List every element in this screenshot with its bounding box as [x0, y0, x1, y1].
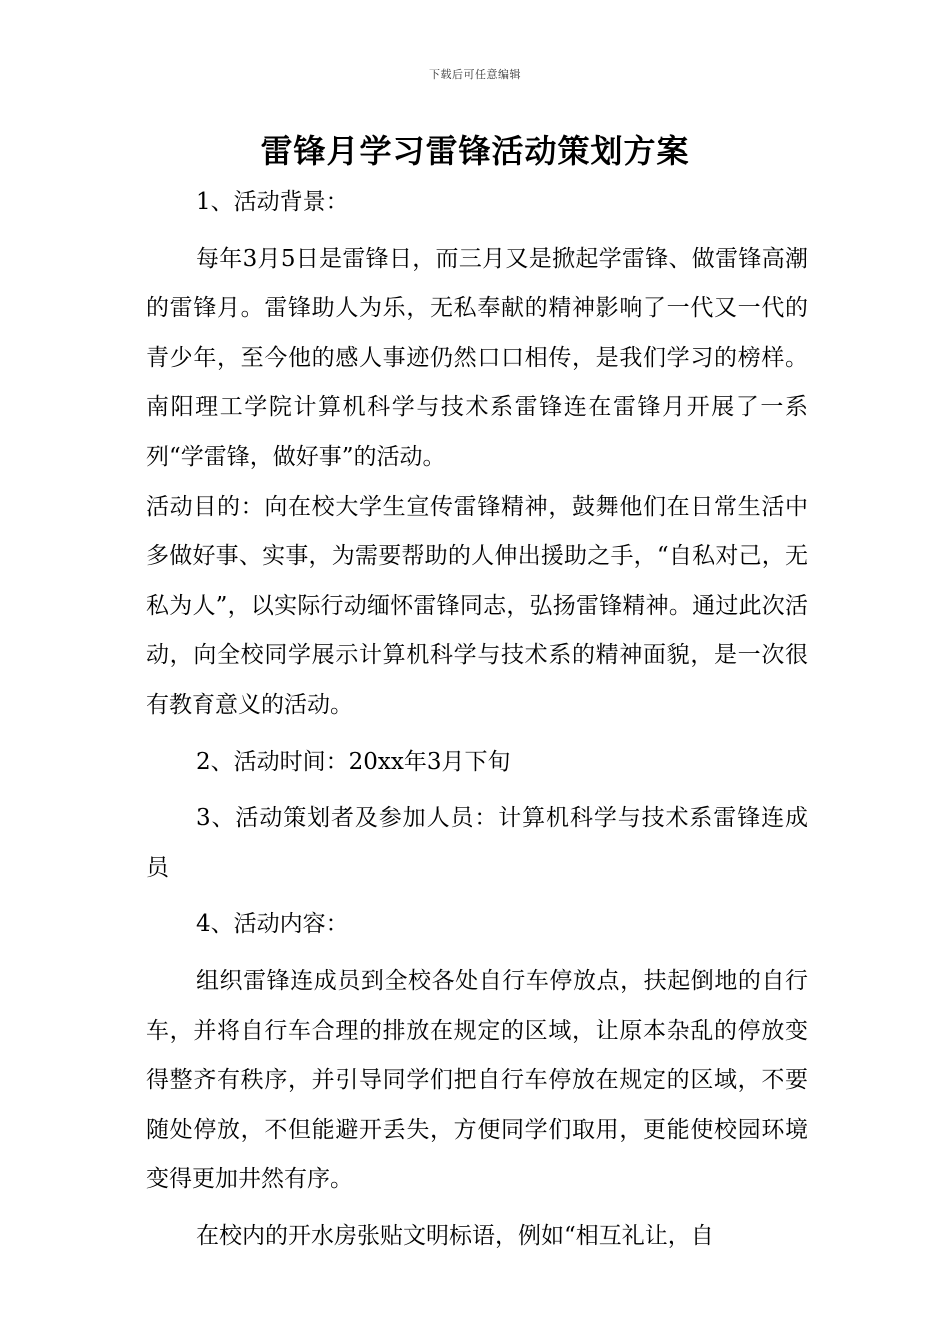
paragraph-purpose: 活动目的：向在校大学生宣传雷锋精神，鼓舞他们在日常生活中多做好事、实事，为需要帮助的人伸出援助之手，“自私对己，无私为人”，以实际行动缅怀雷锋同志，弘扬雷锋精神。通过此次活动，向全校同学展示计算机科学与技术系的精神面貌，是一次很有教育意义的活动。: [146, 493, 808, 718]
section-heading-time: 2、活动时间：20xx年3月下旬: [196, 748, 511, 775]
section-heading-background: 1、活动背景：: [196, 189, 349, 215]
section-heading-participants: 3、活动策划者及参加人员：计算机科学与技术系雷锋连成员: [146, 805, 808, 881]
document-title: 雷锋月学习雷锋活动策划方案: [260, 132, 690, 170]
paragraph-background: 每年3月5日是雷锋日，而三月又是掀起学雷锋、做雷锋高潮的雷锋月。雷锋助人为乐，无私奉献的精神影响了一代又一代的青少年，至今他的感人事迹仍然口口相传，是我们学习的榜样。南阳理工学院计算机科学与技术系雷锋连在雷锋月开展了一系列“学雷锋，做好事”的活动。: [146, 245, 808, 470]
paragraph-content-bicycles: 组织雷锋连成员到全校各处自行车停放点，扶起倒地的自行车，并将自行车合理的排放在规定的区域，让原本杂乱的停放变得整齐有秩序，并引导同学们把自行车停放在规定的区域，不要随处停放，不但能避开丢失，方便同学们取用，更能使校园环境变得更加井然有序。: [146, 967, 808, 1193]
section-heading-content: 4、活动内容：: [196, 911, 349, 938]
paragraph-content-slogans: 在校内的开水房张贴文明标语，例如“相互礼让，自: [196, 1222, 714, 1249]
document-body: [146, 178, 808, 1261]
header-note: 下载后可任意编辑: [429, 68, 521, 81]
